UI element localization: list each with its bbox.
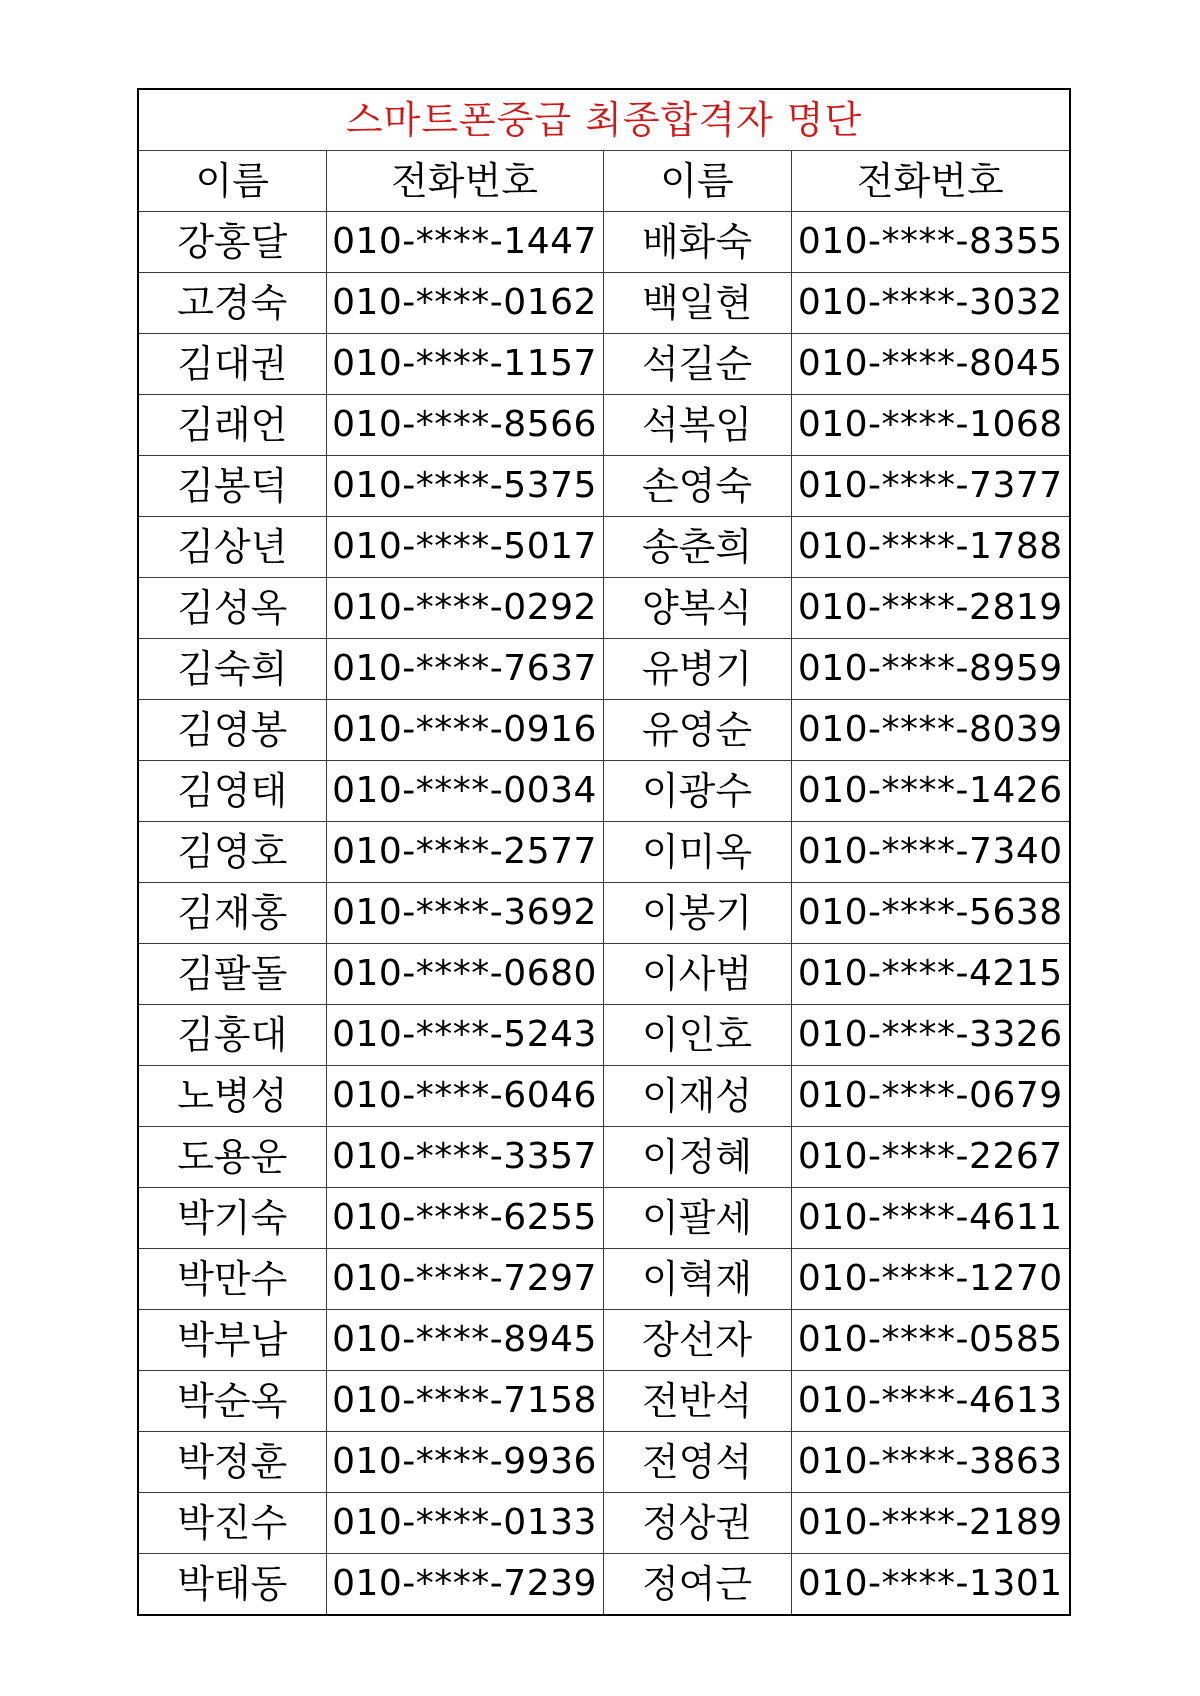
header-name-right: 이름 [603, 151, 791, 212]
phone-left-cell: 010-****-7239 [326, 1554, 603, 1616]
name-left-cell: 박기숙 [138, 1188, 326, 1249]
name-left-cell: 박정훈 [138, 1432, 326, 1493]
table-row [138, 944, 1070, 1005]
name-left-cell: 김영호 [138, 822, 326, 883]
name-left-cell: 도용운 [138, 1127, 326, 1188]
phone-right-cell: 010-****-7377 [791, 456, 1070, 517]
name-left-cell: 김재홍 [138, 883, 326, 944]
name-left-cell: 김대권 [138, 334, 326, 395]
phone-right-cell: 010-****-0585 [791, 1310, 1070, 1371]
table-row [138, 273, 1070, 334]
table-row [138, 1249, 1070, 1310]
name-right-cell: 유영순 [603, 700, 791, 761]
name-left-cell: 박만수 [138, 1249, 326, 1310]
phone-right-cell: 010-****-4215 [791, 944, 1070, 1005]
name-left-cell: 고경숙 [138, 273, 326, 334]
phone-right-cell: 010-****-8959 [791, 639, 1070, 700]
name-right-cell: 이광수 [603, 761, 791, 822]
name-left-cell: 강홍달 [138, 212, 326, 273]
phone-left-cell: 010-****-0034 [326, 761, 603, 822]
phone-right-cell: 010-****-0679 [791, 1066, 1070, 1127]
phone-left-cell: 010-****-0916 [326, 700, 603, 761]
phone-left-cell: 010-****-6255 [326, 1188, 603, 1249]
phone-right-cell: 010-****-2819 [791, 578, 1070, 639]
phone-left-cell: 010-****-0133 [326, 1493, 603, 1554]
phone-right-cell: 010-****-1301 [791, 1554, 1070, 1616]
name-left-cell: 김영봉 [138, 700, 326, 761]
table-row [138, 1371, 1070, 1432]
table-row [138, 1554, 1070, 1616]
name-left-cell: 김팔돌 [138, 944, 326, 1005]
name-right-cell: 송춘희 [603, 517, 791, 578]
phone-right-cell: 010-****-5638 [791, 883, 1070, 944]
table-row [138, 1188, 1070, 1249]
phone-left-cell: 010-****-0680 [326, 944, 603, 1005]
table-row [138, 883, 1070, 944]
name-right-cell: 이미옥 [603, 822, 791, 883]
name-right-cell: 이재성 [603, 1066, 791, 1127]
phone-right-cell: 010-****-8039 [791, 700, 1070, 761]
table-row [138, 822, 1070, 883]
phone-right-cell: 010-****-2267 [791, 1127, 1070, 1188]
name-right-cell: 석복임 [603, 395, 791, 456]
passers-table [137, 88, 1071, 1616]
table-row [138, 578, 1070, 639]
name-right-cell: 배화숙 [603, 212, 791, 273]
name-left-cell: 김영태 [138, 761, 326, 822]
name-right-cell: 양복식 [603, 578, 791, 639]
phone-left-cell: 010-****-6046 [326, 1066, 603, 1127]
name-right-cell: 이팔세 [603, 1188, 791, 1249]
table-row [138, 334, 1070, 395]
name-right-cell: 전반석 [603, 1371, 791, 1432]
table-row [138, 456, 1070, 517]
table-body [138, 212, 1070, 1616]
table-row [138, 1127, 1070, 1188]
name-right-cell: 석길순 [603, 334, 791, 395]
name-right-cell: 정상권 [603, 1493, 791, 1554]
phone-left-cell: 010-****-3357 [326, 1127, 603, 1188]
table-row [138, 761, 1070, 822]
phone-left-cell: 010-****-7297 [326, 1249, 603, 1310]
table-row [138, 1310, 1070, 1371]
phone-right-cell: 010-****-1426 [791, 761, 1070, 822]
phone-left-cell: 010-****-8945 [326, 1310, 603, 1371]
phone-left-cell: 010-****-8566 [326, 395, 603, 456]
document-title: 스마트폰중급 최종합격자 명단 [138, 89, 1070, 151]
table-row [138, 1432, 1070, 1493]
name-right-cell: 유병기 [603, 639, 791, 700]
header-phone-right: 전화번호 [791, 151, 1070, 212]
name-left-cell: 김래언 [138, 395, 326, 456]
phone-left-cell: 010-****-9936 [326, 1432, 603, 1493]
header-row [138, 151, 1070, 212]
header-phone-left: 전화번호 [326, 151, 603, 212]
table-row [138, 1005, 1070, 1066]
phone-right-cell: 010-****-8045 [791, 334, 1070, 395]
phone-right-cell: 010-****-7340 [791, 822, 1070, 883]
name-right-cell: 장선자 [603, 1310, 791, 1371]
phone-left-cell: 010-****-0292 [326, 578, 603, 639]
name-right-cell: 손영숙 [603, 456, 791, 517]
table-row [138, 700, 1070, 761]
table-row [138, 1066, 1070, 1127]
table-row [138, 517, 1070, 578]
phone-right-cell: 010-****-8355 [791, 212, 1070, 273]
phone-left-cell: 010-****-2577 [326, 822, 603, 883]
phone-right-cell: 010-****-1068 [791, 395, 1070, 456]
name-left-cell: 박진수 [138, 1493, 326, 1554]
table-row [138, 639, 1070, 700]
header-name-left: 이름 [138, 151, 326, 212]
phone-right-cell: 010-****-3326 [791, 1005, 1070, 1066]
name-left-cell: 김숙희 [138, 639, 326, 700]
name-left-cell: 박순옥 [138, 1371, 326, 1432]
phone-left-cell: 010-****-5375 [326, 456, 603, 517]
name-left-cell: 김상년 [138, 517, 326, 578]
name-left-cell: 박태동 [138, 1554, 326, 1616]
name-right-cell: 백일현 [603, 273, 791, 334]
phone-right-cell: 010-****-1788 [791, 517, 1070, 578]
name-left-cell: 김홍대 [138, 1005, 326, 1066]
phone-right-cell: 010-****-3032 [791, 273, 1070, 334]
phone-left-cell: 010-****-7158 [326, 1371, 603, 1432]
name-left-cell: 노병성 [138, 1066, 326, 1127]
name-left-cell: 김성옥 [138, 578, 326, 639]
phone-left-cell: 010-****-7637 [326, 639, 603, 700]
phone-left-cell: 010-****-1157 [326, 334, 603, 395]
name-right-cell: 이인호 [603, 1005, 791, 1066]
phone-left-cell: 010-****-3692 [326, 883, 603, 944]
table-row [138, 212, 1070, 273]
phone-left-cell: 010-****-5243 [326, 1005, 603, 1066]
phone-right-cell: 010-****-1270 [791, 1249, 1070, 1310]
phone-right-cell: 010-****-4611 [791, 1188, 1070, 1249]
name-left-cell: 김봉덕 [138, 456, 326, 517]
phone-right-cell: 010-****-4613 [791, 1371, 1070, 1432]
phone-left-cell: 010-****-5017 [326, 517, 603, 578]
phone-left-cell: 010-****-0162 [326, 273, 603, 334]
title-row [138, 89, 1070, 151]
name-right-cell: 전영석 [603, 1432, 791, 1493]
name-left-cell: 박부남 [138, 1310, 326, 1371]
name-right-cell: 이사범 [603, 944, 791, 1005]
table-row [138, 395, 1070, 456]
name-right-cell: 이봉기 [603, 883, 791, 944]
phone-right-cell: 010-****-2189 [791, 1493, 1070, 1554]
phone-left-cell: 010-****-1447 [326, 212, 603, 273]
name-right-cell: 이혁재 [603, 1249, 791, 1310]
name-right-cell: 정여근 [603, 1554, 791, 1616]
phone-right-cell: 010-****-3863 [791, 1432, 1070, 1493]
table-row [138, 1493, 1070, 1554]
name-right-cell: 이정혜 [603, 1127, 791, 1188]
